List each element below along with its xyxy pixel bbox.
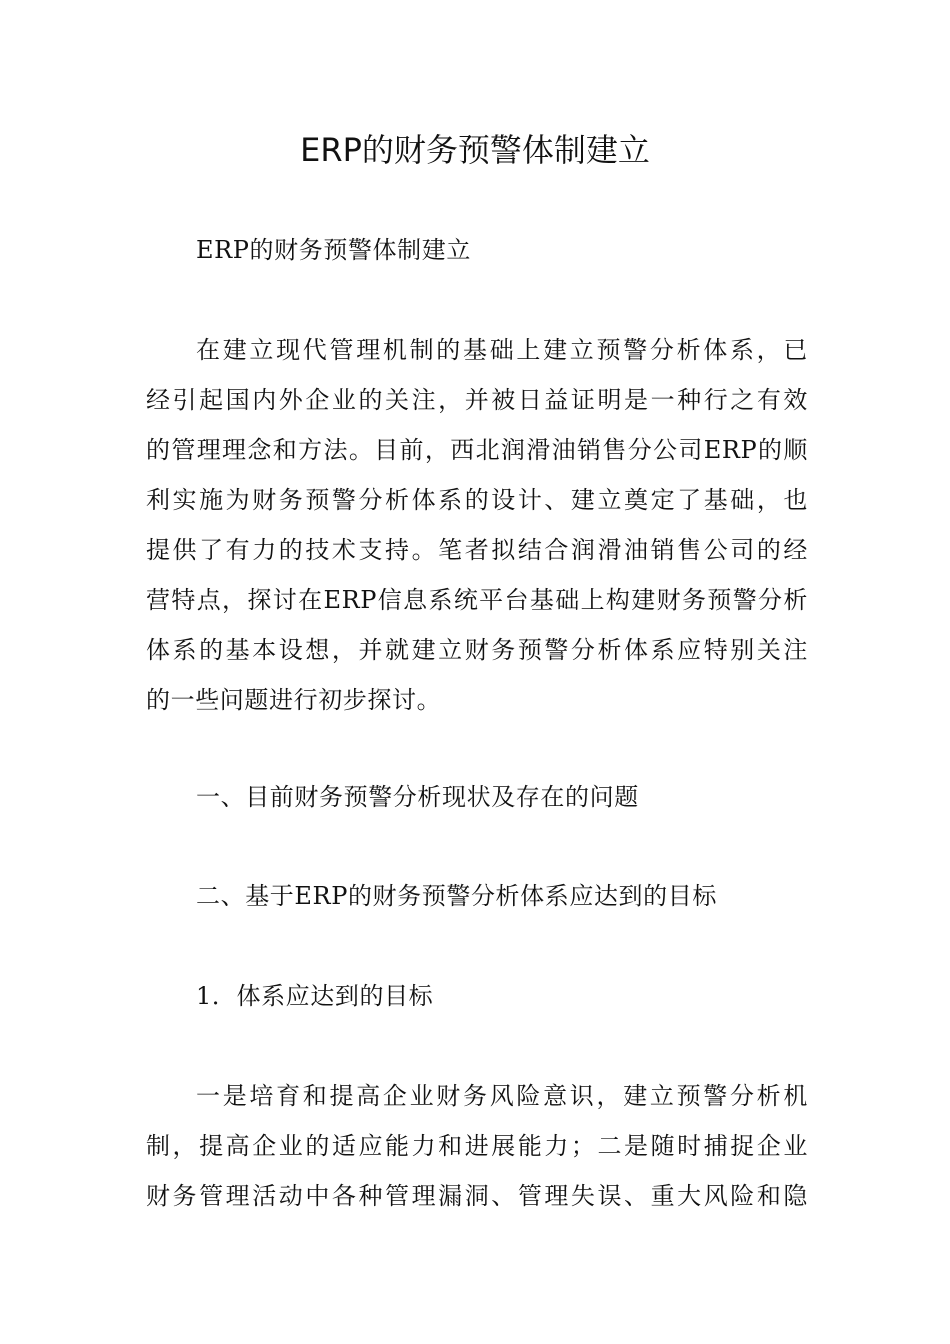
subsection-heading-system-goals: 1．体系应达到的目标 xyxy=(196,982,434,1010)
paragraph-line: 的管理理念和方法。目前，西北润滑油销售分公司ERP的顺 xyxy=(146,436,808,464)
paragraph-line: 财务管理活动中各种管理漏洞、管理失误、重大风险和隐 xyxy=(146,1182,808,1210)
paragraph-line: 提供了有力的技术支持。笔者拟结合润滑油销售公司的经 xyxy=(146,536,808,564)
paragraph-line: 一是培育和提高企业财务风险意识，建立预警分析机 xyxy=(196,1082,808,1110)
document-subtitle: ERP的财务预警体制建立 xyxy=(196,236,471,264)
document-title: ERP的财务预警体制建立 xyxy=(300,131,650,169)
paragraph-line: 体系的基本设想，并就建立财务预警分析体系应特别关注 xyxy=(146,636,808,664)
paragraph-line: 经引起国内外企业的关注，并被日益证明是一种行之有效 xyxy=(146,386,808,414)
paragraph-line: 利实施为财务预警分析体系的设计、建立奠定了基础，也 xyxy=(146,486,808,514)
paragraph-line: 营特点，探讨在ERP信息系统平台基础上构建财务预警分析 xyxy=(146,586,808,614)
paragraph-line: 在建立现代管理机制的基础上建立预警分析体系，已 xyxy=(196,336,808,364)
paragraph-goals xyxy=(146,1071,808,1221)
paragraph-line: 制，提高企业的适应能力和进展能力；二是随时捕捉企业 xyxy=(146,1132,808,1160)
paragraph-line: 的一些问题进行初步探讨。 xyxy=(146,686,442,714)
section-heading-current-status: 一、目前财务预警分析现状及存在的问题 xyxy=(196,783,639,811)
section-heading-goals: 二、基于ERP的财务预警分析体系应达到的目标 xyxy=(196,882,717,910)
paragraph-intro xyxy=(146,325,808,725)
